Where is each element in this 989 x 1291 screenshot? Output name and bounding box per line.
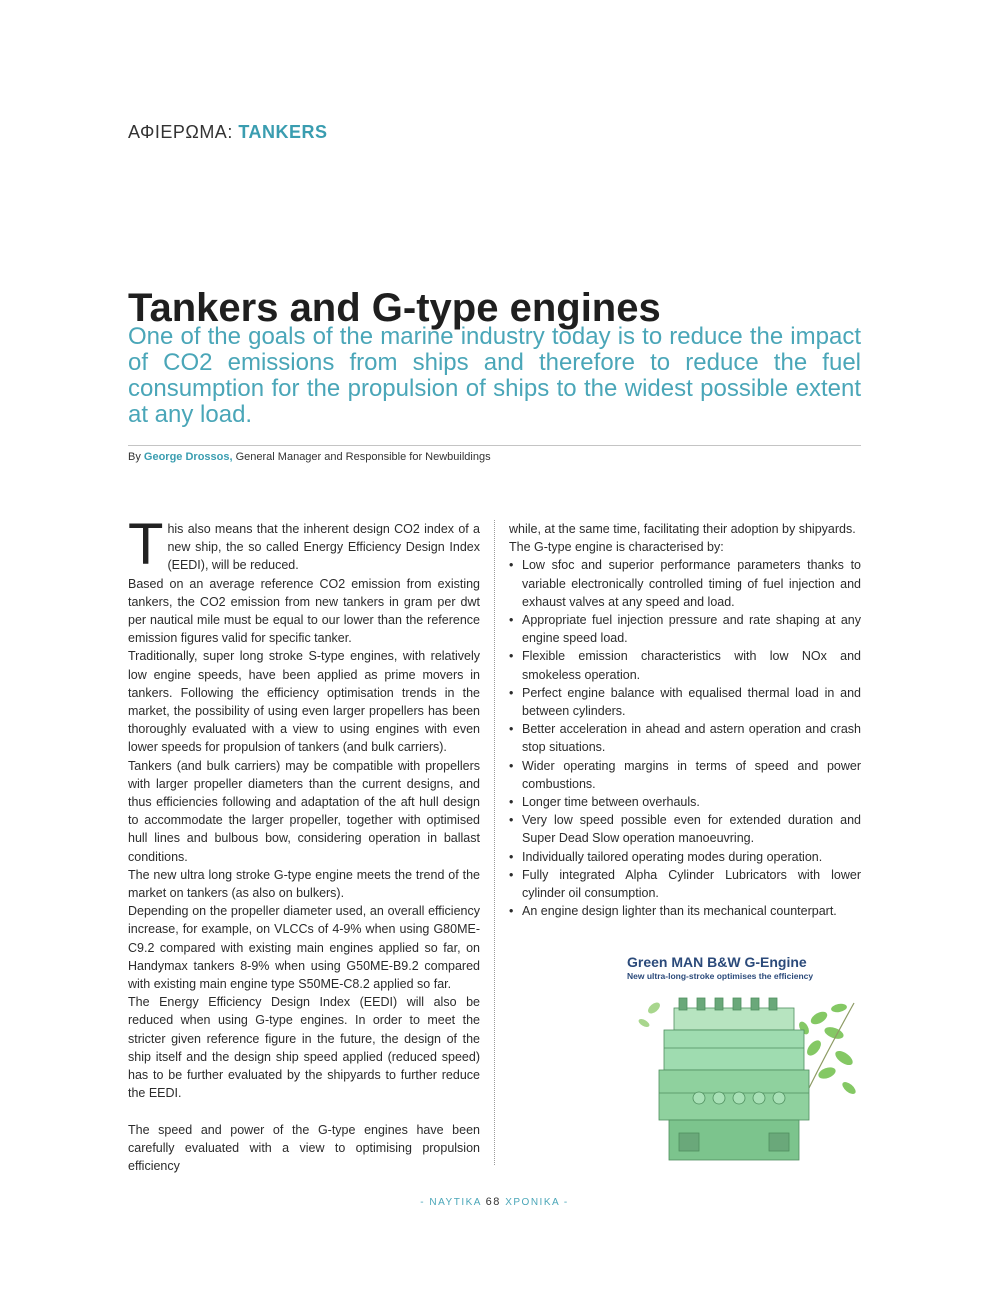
list-item-text: Wider operating margins in terms of speed and power combustions. (522, 758, 861, 791)
bullet-icon: • (509, 849, 514, 864)
body-paragraph: Traditionally, super long stroke S-type engines, with relatively low engine speeds, have been applied as prime movers in tankers. Following the efficiency optimisation trends in the market, the possibility of using even larger propellers has been thoroughly evaluated with a view to using engines with even lower speeds for propulsion of tankers (and bulk carriers). (128, 649, 480, 755)
article-subtitle: One of the goals of the marine industry today is to reduce the impact of CO2 emissions from ships and therefore to reduce the fuel consumption for the propulsion of ships to the widest possible extent at any load. (128, 323, 861, 428)
left-column (128, 512, 480, 1175)
paragraph-gap (128, 1103, 480, 1121)
bullet-icon: • (509, 685, 514, 700)
list-item-text: Appropriate fuel injection pressure and rate shaping at any engine speed load. (522, 613, 861, 646)
bullet-icon: • (509, 722, 514, 737)
bullet-icon: • (509, 795, 514, 810)
list-item-text: Flexible emission characteristics with low NOx and smokeless operation. (522, 649, 861, 682)
page-footer (0, 1196, 989, 1208)
feature-list (509, 556, 861, 920)
list-item-text: Longer time between overhauls. (522, 795, 700, 810)
footer-right: ΧΡΟΝΙΚΑ - (500, 1197, 569, 1208)
right-column (509, 520, 861, 920)
list-item-text: Low sfoc and superior performance parameters thanks to variable electronically controlled timing of fuel injection and exhaust valves at any speed and load. (522, 558, 861, 609)
bullet-icon: • (509, 649, 514, 664)
list-item (509, 647, 861, 683)
list-item (509, 611, 861, 647)
bullet-icon: • (509, 904, 514, 919)
list-item-text: An engine design lighter than its mechanical counterpart. (522, 904, 837, 919)
figure-subtitle: New ultra-long-stroke optimises the efficiency (627, 971, 814, 981)
section-topic: TANKERS (238, 122, 328, 142)
byline (128, 451, 491, 463)
section-prefix: ΑΦΙΕΡΩΜΑ: (128, 122, 239, 142)
body-paragraph: Tankers (and bulk carriers) may be compatible with propellers with larger propeller diameters than the current designs, and thus efficiencies following and adaptation of the aft hull design to accommodate the larger propeller, together with optimised hull lines and bulbous bow, considering operation in ballast conditions. (128, 758, 480, 864)
list-item-text: Individually tailored operating modes during operation. (522, 849, 823, 864)
footer-left: - ΝΑΥΤΙΚΑ (420, 1197, 486, 1208)
list-item (509, 902, 861, 920)
header-rule (128, 445, 861, 446)
list-item (509, 866, 861, 902)
drop-cap: T (128, 512, 164, 577)
list-item (509, 720, 861, 756)
bullet-icon: • (509, 613, 514, 628)
body-paragraph: The new ultra long stroke G-type engine meets the trend of the market on tankers (as also on bulkers). (128, 867, 480, 901)
column-divider (494, 520, 495, 1165)
section-header (128, 122, 328, 143)
list-item (509, 811, 861, 847)
list-item (509, 556, 861, 611)
list-item (509, 757, 861, 793)
article-title: Tankers and G-type engines (128, 286, 661, 330)
body-paragraph: while, at the same time, facilitating their adoption by shipyards. (509, 522, 856, 536)
list-lead: The G-type engine is characterised by: (509, 540, 724, 555)
list-item-text: Perfect engine balance with equalised thermal load in and between cylinders. (522, 685, 861, 719)
list-item (509, 793, 861, 811)
figure-title: Green MAN B&W G-Engine (627, 954, 807, 970)
body-paragraph: The Energy Efficiency Design Index (EEDI) will also be reduced when using G-type engines. In order to meet the stricter given reference figure in the future, the design of the ship itself and the design ship speed applied (reduced speed) has to be further evaluated by the shipyards to further reduce the EEDI. (128, 995, 480, 1101)
bullet-icon: • (509, 758, 514, 773)
body-paragraph: his also means that the inherent design CO2 index of a new ship, the so called Energy Efficiency Design Index (EEDI), will be reduced. (167, 522, 480, 573)
bullet-icon: • (509, 558, 514, 573)
author-role: General Manager and Responsible for Newbuildings (232, 451, 491, 463)
list-item (509, 848, 861, 866)
engine-body (659, 998, 809, 1160)
list-item-text: Fully integrated Alpha Cylinder Lubricators with lower cylinder oil consumption. (522, 867, 861, 901)
body-paragraph: Depending on the propeller diameter used, an overall efficiency increase, for example, on VLCCs of 4-9% when using G80ME-C9.2 compared with existing main engines applied so far, on Handymax tankers 8-9% when using G50ME-B9.2 compared with existing main engine type S50ME-C8.2 applied so far. (128, 904, 480, 992)
body-paragraph: The speed and power of the G-type engines have been carefully evaluated with a view to optimising propulsion efficiency (128, 1122, 480, 1173)
byline-prefix: By (128, 451, 144, 463)
list-item-text: Better acceleration in ahead and astern operation and crash stop situations. (522, 722, 861, 755)
page-number: 68 (485, 1196, 501, 1208)
author-name: George Drossos, (143, 451, 233, 463)
list-item-text: Very low speed possible even for extended duration and Super Dead Slow operation manoeuvring. (522, 813, 861, 846)
engine-figure (619, 948, 861, 1166)
body-paragraph: Based on an average reference CO2 emission from existing tankers, the CO2 emission from new tankers in gram per dwt per nautical mile must be equal to our lower than the reference emission figures valid for specific tanker. (128, 576, 480, 646)
list-item (509, 684, 861, 720)
bullet-icon: • (509, 867, 514, 882)
bullet-icon: • (509, 813, 514, 828)
